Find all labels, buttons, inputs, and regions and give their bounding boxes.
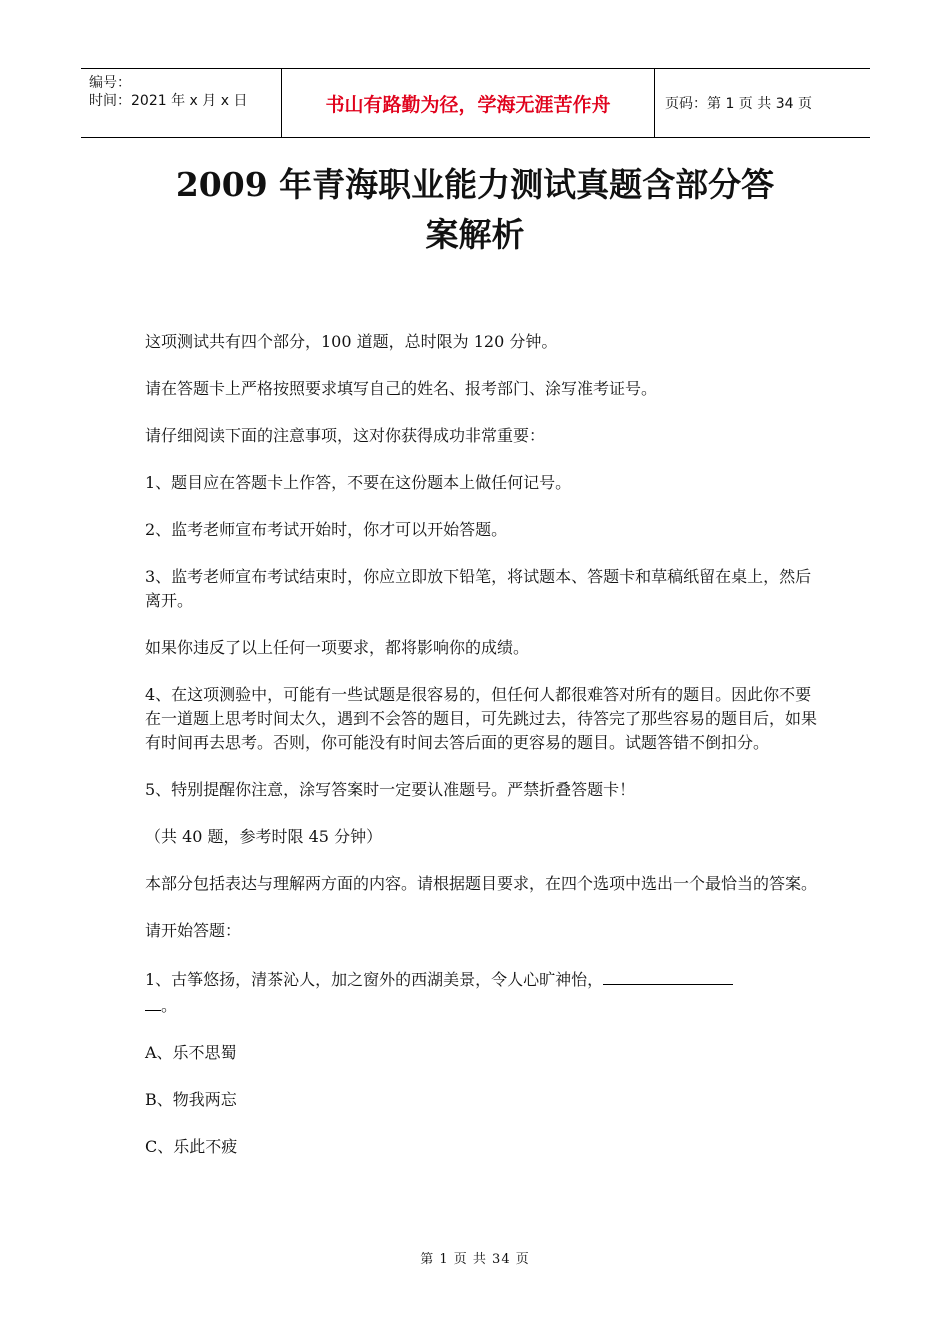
header-meta <box>81 69 282 137</box>
section-intro: 本部分包括表达与理解两方面的内容。请根据题目要求，在四个选项中选出一个最恰当的答案。 <box>145 874 818 893</box>
instruction-item: 2、监考老师宣布考试开始时，你才可以开始答题。 <box>145 520 508 539</box>
paragraph: 这项测试共有四个部分，100 道题，总时限为 120 分钟。 <box>145 332 558 351</box>
title-line-2: 案解析 <box>425 215 525 254</box>
start-prompt: 请开始答题： <box>145 921 242 940</box>
answer-blank <box>603 966 733 985</box>
instruction-item: 4、在这项测验中，可能有一些试题是很容易的，但任何人都很难答对所有的题目。因此你不要在一道题上思考时间太久，遇到不会答的题目，可先跳过去，待答完了那些容易的题目后，如果有时间再去思考。否则，你可能没有时间去答后面的更容易的题目。试题答错不倒扣分。 <box>145 685 818 752</box>
time-label: 时间：2021 年 x 月 x 日 <box>89 93 248 109</box>
paragraph: 如果你违反了以上任何一项要求，都将影响你的成绩。 <box>145 638 530 657</box>
document-title <box>120 160 830 260</box>
document-body <box>145 330 825 1182</box>
instruction-item: 3、监考老师宣布考试结束时，你应立即放下铅笔，将试题本、答题卡和草稿纸留在桌上，然后离开。 <box>145 567 812 610</box>
paragraph: 请在答题卡上严格按照要求填写自己的姓名、报考部门、涂写准考证号。 <box>145 379 658 398</box>
header-slogan: 书山有路勤为径，学海无涯苦作舟 <box>282 69 655 137</box>
question-1 <box>145 966 825 1018</box>
number-label: 编号： <box>89 75 131 91</box>
option-b: B、物我两忘 <box>145 1090 237 1109</box>
paragraph: 请仔细阅读下面的注意事项，这对你获得成功非常重要： <box>145 426 546 445</box>
instruction-item: 1、题目应在答题卡上作答，不要在这份题本上做任何记号。 <box>145 473 572 492</box>
instruction-item: 5、特别提醒你注意，涂写答案时一定要认准题号。严禁折叠答题卡！ <box>145 780 636 799</box>
title-line-1: 2009 年青海职业能力测试真题含部分答 <box>175 165 775 204</box>
header-page-info: 页码：第 1 页 共 34 页 <box>665 96 812 112</box>
option-c: C、乐此不疲 <box>145 1137 238 1156</box>
page-footer: 第 1 页 共 34 页 <box>420 1252 530 1267</box>
question-end: 。 <box>161 996 178 1015</box>
page-header <box>81 68 870 138</box>
option-a: A、乐不思蜀 <box>145 1043 237 1062</box>
answer-blank-continued <box>145 992 161 1011</box>
question-text: 1、古筝悠扬，清茶沁人，加之窗外的西湖美景，令人心旷神怡， <box>145 970 604 989</box>
section-note: （共 40 题，参考时限 45 分钟） <box>145 827 383 846</box>
